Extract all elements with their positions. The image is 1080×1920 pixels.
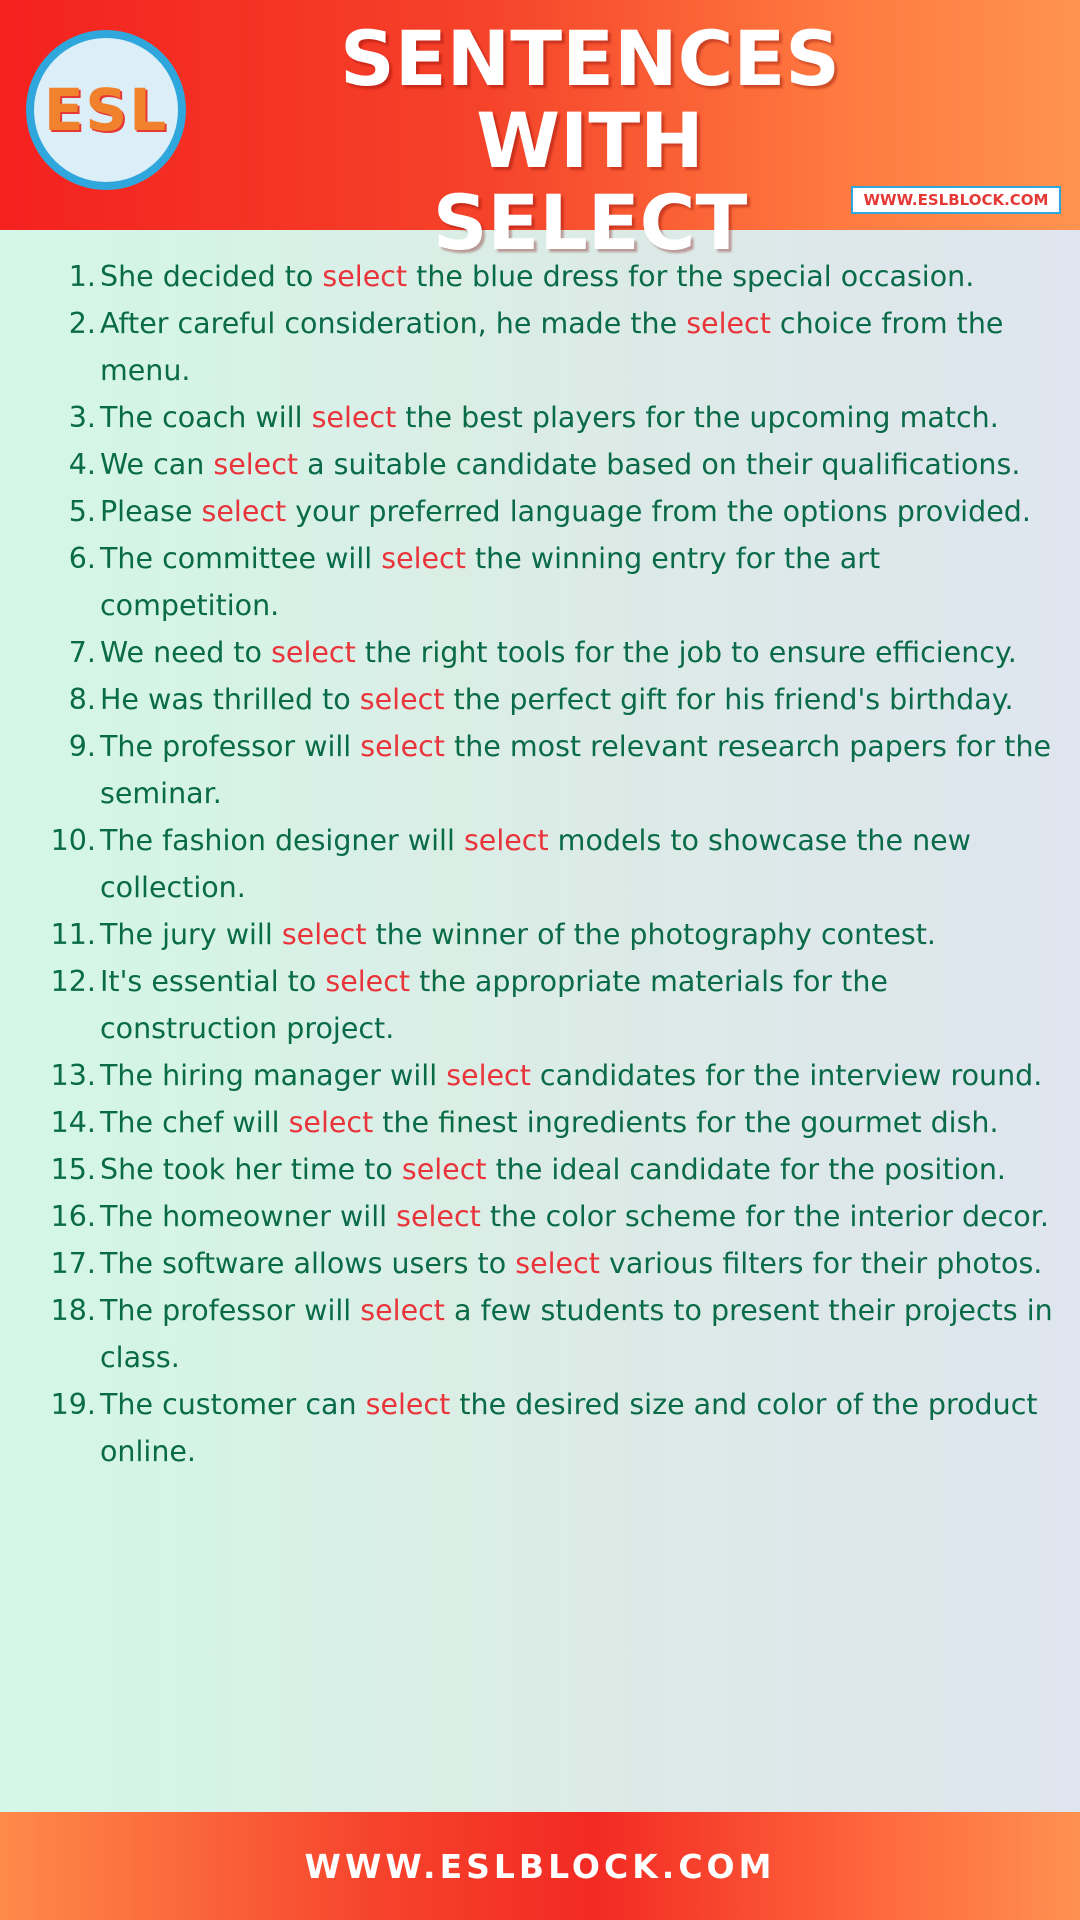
sentence-item bbox=[0, 441, 1080, 488]
sentence-number: 6. bbox=[68, 542, 96, 575]
sentence-item bbox=[0, 629, 1080, 676]
sentence-item bbox=[0, 488, 1080, 535]
sentence-text-before: The software allows users to bbox=[100, 1247, 516, 1280]
sentence-text-after: models to showcase the new collection. bbox=[100, 824, 971, 904]
sentence-number: 12. bbox=[50, 965, 96, 998]
sentence-number: 15. bbox=[50, 1153, 96, 1186]
sentence-item bbox=[0, 1381, 1080, 1475]
keyword-highlight: select bbox=[325, 965, 411, 998]
sentence-number: 16. bbox=[50, 1200, 96, 1233]
sentence-text-before: The coach will bbox=[100, 401, 312, 434]
sentence-item bbox=[0, 394, 1080, 441]
keyword-highlight: select bbox=[322, 260, 408, 293]
header-banner bbox=[0, 0, 1080, 267]
sentence-text-after: the best players for the upcoming match. bbox=[396, 401, 999, 434]
keyword-highlight: select bbox=[381, 542, 466, 575]
keyword-highlight: select bbox=[311, 401, 397, 434]
sentence-text-after: the blue dress for the special occasion. bbox=[407, 260, 975, 293]
keyword-highlight: select bbox=[201, 495, 287, 528]
sentence-text-before: The committee will bbox=[100, 542, 382, 575]
website-url-badge[interactable]: WWW.ESLBLOCK.COM bbox=[851, 186, 1061, 214]
sentence-text-before: She decided to bbox=[100, 260, 323, 293]
sentence-text-after: your preferred language from the options provided. bbox=[286, 495, 1031, 528]
keyword-highlight: select bbox=[281, 918, 367, 951]
sentence-number: 9. bbox=[68, 730, 96, 763]
sentence-item bbox=[0, 676, 1080, 723]
sentence-item bbox=[0, 723, 1080, 817]
sentence-text-after: the winning entry for the art competition. bbox=[100, 542, 881, 622]
sentence-number: 18. bbox=[50, 1294, 96, 1327]
sentence-number: 13. bbox=[50, 1059, 96, 1092]
sentence-text-before: She took her time to bbox=[100, 1153, 402, 1186]
keyword-highlight: select bbox=[463, 824, 549, 857]
sentence-item bbox=[0, 1287, 1080, 1381]
sentence-item bbox=[0, 958, 1080, 1052]
sentence-number: 3. bbox=[68, 401, 96, 434]
keyword-highlight: select bbox=[360, 730, 445, 763]
esl-logo-text: ESL bbox=[43, 76, 169, 144]
sentence-number: 4. bbox=[68, 448, 96, 481]
sentence-text-after: the finest ingredients for the gourmet dish. bbox=[373, 1106, 999, 1139]
sentence-item bbox=[0, 1052, 1080, 1099]
sentence-text-before: The professor will bbox=[100, 1294, 361, 1327]
sentence-text-after: the perfect gift for his friend's birthday. bbox=[444, 683, 1014, 716]
sentence-text-after: the ideal candidate for the position. bbox=[486, 1153, 1006, 1186]
sentence-number: 11. bbox=[50, 918, 96, 951]
sentence-number: 1. bbox=[68, 260, 96, 293]
sentence-text-before: The homeowner will bbox=[100, 1200, 397, 1233]
sentence-text-before: The chef will bbox=[100, 1106, 289, 1139]
sentence-text-before: He was thrilled to bbox=[100, 683, 360, 716]
sentence-text-after: choice from the menu. bbox=[100, 307, 1004, 387]
title-line-1: SENTENCES WITH bbox=[339, 14, 841, 185]
sentence-text-after: a few students to present their projects in class. bbox=[100, 1294, 1053, 1374]
sentence-text-before: The hiring manager will bbox=[100, 1059, 447, 1092]
sentence-text-after: the appropriate materials for the construction project. bbox=[100, 965, 888, 1045]
sentence-text-before: Please bbox=[100, 495, 202, 528]
sentence-text-before: The customer can bbox=[100, 1388, 366, 1421]
page-title bbox=[220, 14, 960, 267]
sentence-text-before: After careful consideration, he made the bbox=[100, 307, 687, 340]
keyword-highlight: select bbox=[396, 1200, 481, 1233]
sentence-item bbox=[0, 1240, 1080, 1287]
keyword-highlight: select bbox=[515, 1247, 600, 1280]
keyword-highlight: select bbox=[446, 1059, 531, 1092]
esl-logo-inner bbox=[34, 38, 178, 182]
keyword-highlight: select bbox=[365, 1388, 451, 1421]
keyword-highlight: select bbox=[401, 1153, 487, 1186]
sentence-list bbox=[0, 253, 1080, 1475]
keyword-highlight: select bbox=[288, 1106, 374, 1139]
esl-logo bbox=[26, 30, 186, 190]
footer-url[interactable]: WWW.ESLBLOCK.COM bbox=[304, 1846, 776, 1886]
sentence-text-after: candidates for the interview round. bbox=[530, 1059, 1043, 1092]
footer-banner bbox=[0, 1812, 1080, 1920]
sentence-number: 2. bbox=[68, 307, 96, 340]
keyword-highlight: select bbox=[271, 636, 356, 669]
sentence-number: 10. bbox=[50, 824, 96, 857]
sentence-number: 8. bbox=[68, 683, 96, 716]
sentence-item bbox=[0, 535, 1080, 629]
keyword-highlight: select bbox=[213, 448, 299, 481]
sentence-item bbox=[0, 1099, 1080, 1146]
sentence-item bbox=[0, 253, 1080, 300]
sentence-text-after: various filters for their photos. bbox=[599, 1247, 1043, 1280]
sentence-number: 5. bbox=[68, 495, 96, 528]
sentence-text-before: We can bbox=[100, 448, 214, 481]
sentence-number: 17. bbox=[50, 1247, 96, 1280]
sentence-text-before: The professor will bbox=[100, 730, 361, 763]
sentence-item bbox=[0, 817, 1080, 911]
sentence-number: 7. bbox=[68, 636, 96, 669]
sentence-text-before: The jury will bbox=[100, 918, 282, 951]
sentence-text-after: the desired size and color of the product online. bbox=[100, 1388, 1038, 1468]
sentence-text-after: the right tools for the job to ensure efficiency. bbox=[355, 636, 1017, 669]
sentence-text-before: We need to bbox=[100, 636, 272, 669]
sentence-item bbox=[0, 300, 1080, 394]
sentence-item bbox=[0, 1146, 1080, 1193]
sentence-text-after: the color scheme for the interior decor. bbox=[480, 1200, 1049, 1233]
sentence-item bbox=[0, 1193, 1080, 1240]
sentence-number: 19. bbox=[50, 1388, 96, 1421]
sentence-text-after: a suitable candidate based on their qualifications. bbox=[298, 448, 1021, 481]
sentence-text-after: the most relevant research papers for the seminar. bbox=[100, 730, 1052, 810]
keyword-highlight: select bbox=[686, 307, 771, 340]
keyword-highlight: select bbox=[359, 683, 445, 716]
sentence-number: 14. bbox=[50, 1106, 96, 1139]
sentence-text-after: the winner of the photography contest. bbox=[366, 918, 936, 951]
keyword-highlight: select bbox=[360, 1294, 445, 1327]
sentence-text-before: The fashion designer will bbox=[100, 824, 464, 857]
sentence-item bbox=[0, 911, 1080, 958]
sentence-text-before: It's essential to bbox=[100, 965, 326, 998]
title-line-2: SELECT bbox=[432, 178, 748, 267]
